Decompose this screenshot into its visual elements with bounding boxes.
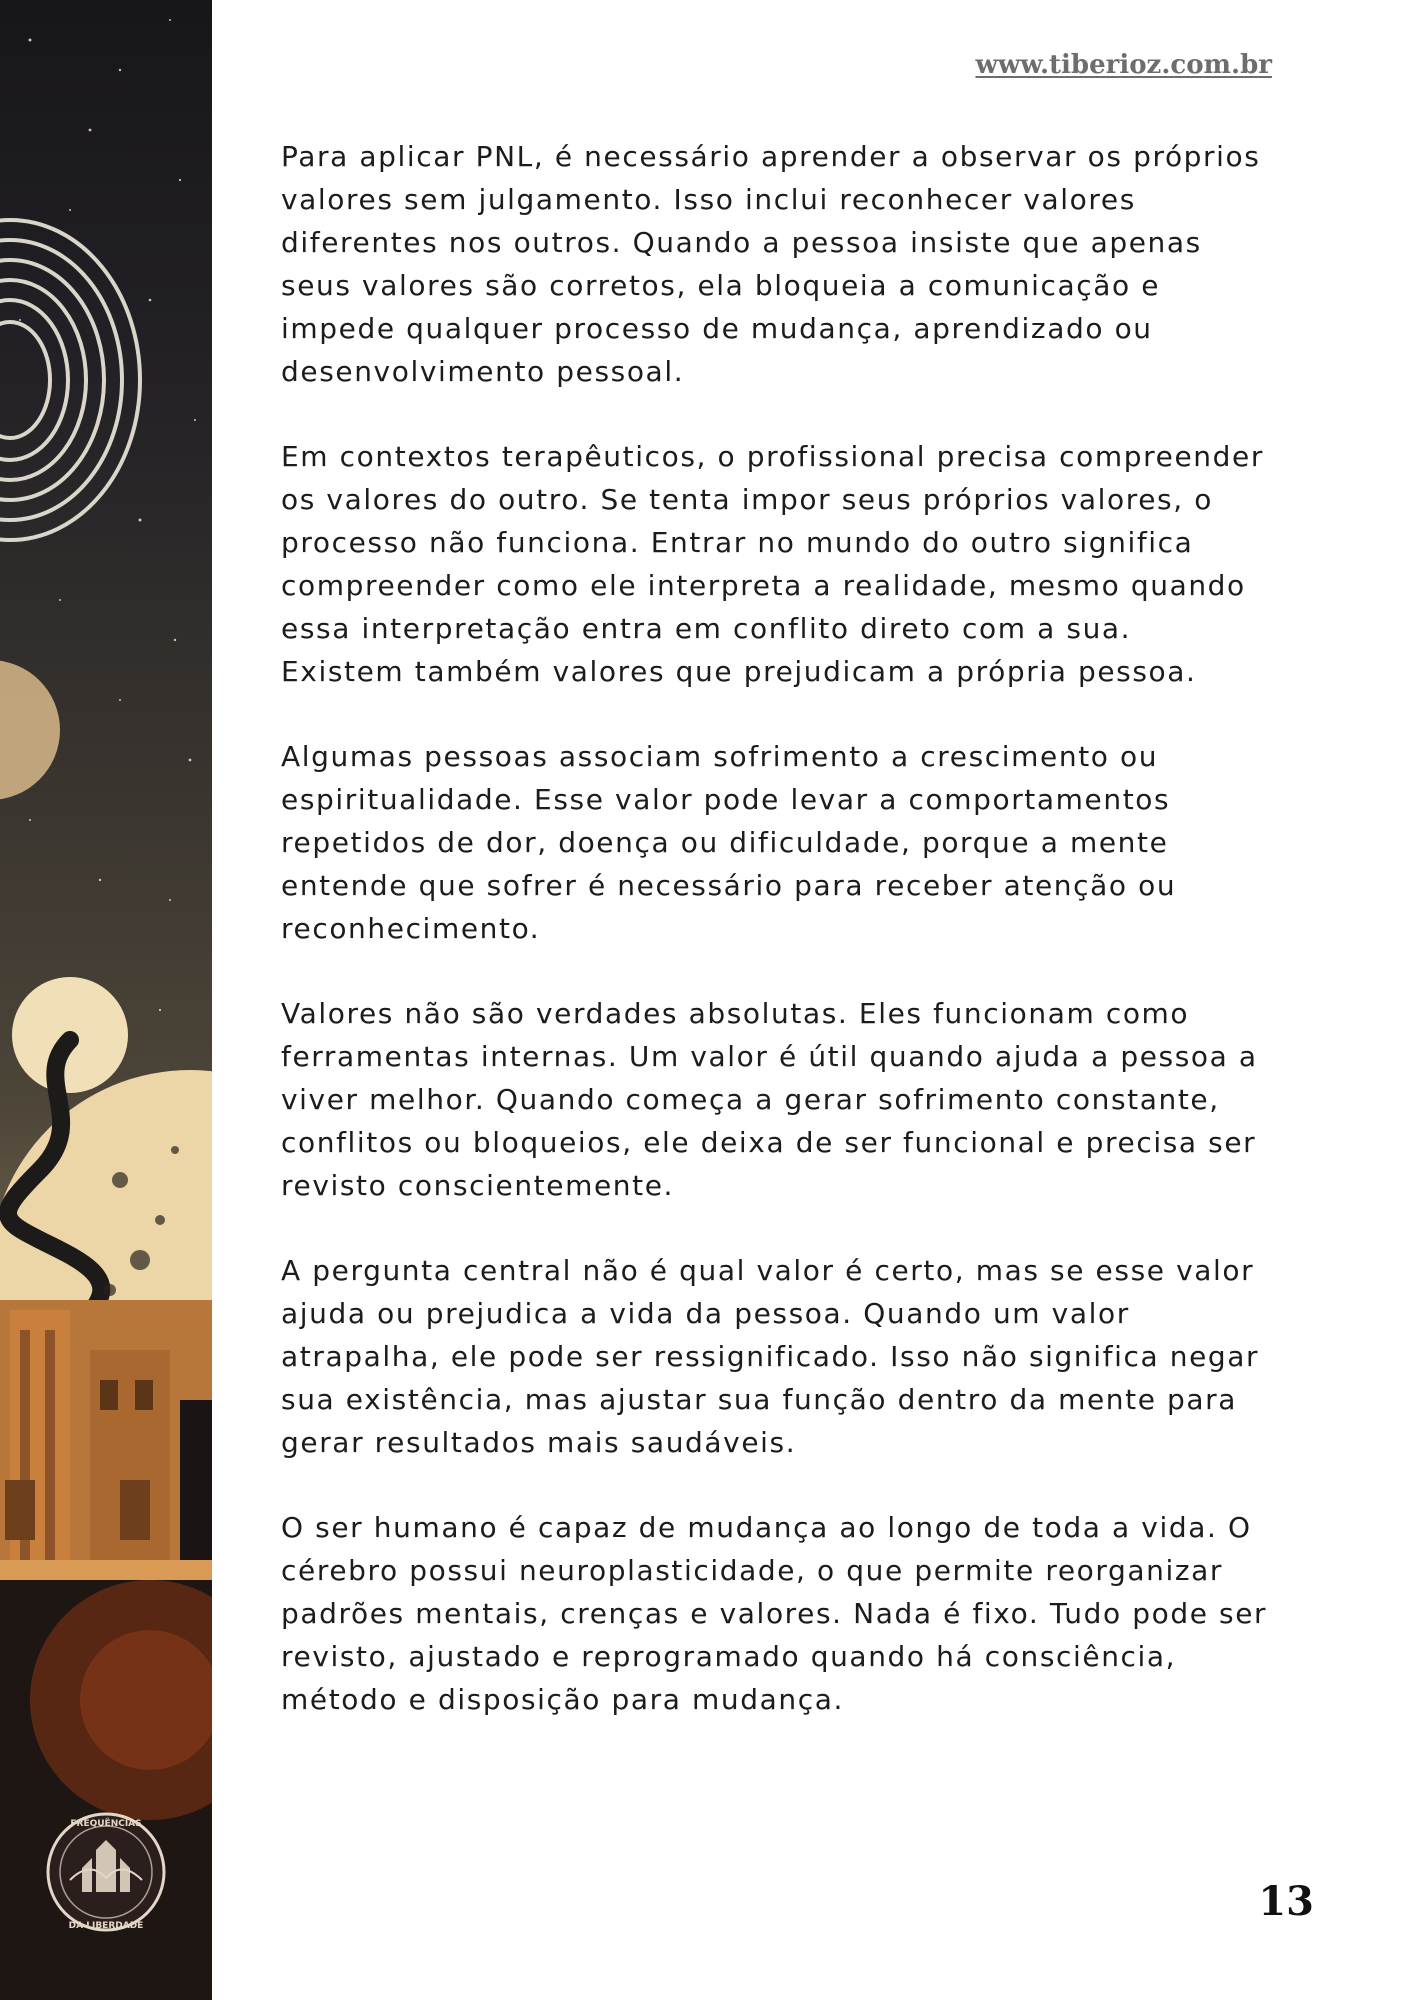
text-line: espiritualidade. Esse valor pode levar a comportamentos bbox=[281, 783, 1171, 816]
paragraph bbox=[281, 435, 1281, 693]
website-link[interactable]: www.tiberioz.com.br bbox=[975, 50, 1272, 80]
text-line: Para aplicar PNL, é necessário aprender a observar os próprios bbox=[281, 140, 1261, 173]
text-line: método e disposição para mudança. bbox=[281, 1683, 844, 1716]
text-line: revisto, ajustado e reprogramado quando há consciência, bbox=[281, 1640, 1177, 1673]
text-line: os valores do outro. Se tenta impor seus próprios valores, o bbox=[281, 483, 1213, 516]
text-line: conflitos ou bloqueios, ele deixa de ser funcional e precisa ser bbox=[281, 1126, 1257, 1159]
text-line: ferramentas internas. Um valor é útil quando ajuda a pessoa a bbox=[281, 1040, 1258, 1073]
body-text bbox=[281, 135, 1281, 1763]
text-line: padrões mentais, crenças e valores. Nada é fixo. Tudo pode ser bbox=[281, 1597, 1268, 1630]
text-line: ajuda ou prejudica a vida da pessoa. Quando um valor bbox=[281, 1297, 1130, 1330]
text-line: diferentes nos outros. Quando a pessoa insiste que apenas bbox=[281, 226, 1202, 259]
text-line: viver melhor. Quando começa a gerar sofrimento constante, bbox=[281, 1083, 1220, 1116]
decorative-side-illustration bbox=[0, 0, 212, 2000]
text-line: reconhecimento. bbox=[281, 912, 541, 945]
svg-text:DA LIBERDADE: DA LIBERDADE bbox=[68, 1921, 144, 1931]
text-line: impede qualquer processo de mudança, aprendizado ou bbox=[281, 312, 1153, 345]
paragraph bbox=[281, 992, 1281, 1207]
text-line: revisto conscientemente. bbox=[281, 1169, 675, 1202]
text-line: processo não funciona. Entrar no mundo do outro significa bbox=[281, 526, 1194, 559]
text-line: Valores não são verdades absolutas. Eles funcionam como bbox=[281, 997, 1190, 1030]
cosmic-city-illustration bbox=[0, 0, 212, 2000]
moon-small bbox=[0, 660, 60, 800]
paragraph bbox=[281, 735, 1281, 950]
paragraph bbox=[281, 1249, 1281, 1464]
svg-text:FREQUÊNCIAS: FREQUÊNCIAS bbox=[70, 1819, 142, 1829]
text-line: Algumas pessoas associam sofrimento a crescimento ou bbox=[281, 740, 1159, 773]
text-line: seus valores são corretos, ela bloqueia a comunicação e bbox=[281, 269, 1161, 302]
text-line: valores sem julgamento. Isso inclui reconhecer valores bbox=[281, 183, 1136, 216]
text-line: O ser humano é capaz de mudança ao longo de toda a vida. O bbox=[281, 1511, 1252, 1544]
text-line: A pergunta central não é qual valor é certo, mas se esse valor bbox=[281, 1254, 1255, 1287]
text-line: desenvolvimento pessoal. bbox=[281, 355, 685, 388]
paragraph bbox=[281, 1506, 1281, 1721]
text-line: sua existência, mas ajustar sua função dentro da mente para bbox=[281, 1383, 1238, 1416]
text-line: Existem também valores que prejudicam a própria pessoa. bbox=[281, 655, 1197, 688]
text-line: cérebro possui neuroplasticidade, o que permite reorganizar bbox=[281, 1554, 1224, 1587]
text-line: atrapalha, ele pode ser ressignificado. Isso não significa negar bbox=[281, 1340, 1260, 1373]
text-line: Em contextos terapêuticos, o profissional precisa compreender bbox=[281, 440, 1264, 473]
text-line: essa interpretação entra em conflito direto com a sua. bbox=[281, 612, 1132, 645]
page-number: 13 bbox=[1258, 1878, 1314, 1925]
frequencias-da-liberdade-logo bbox=[48, 1814, 164, 1931]
text-line: compreender como ele interpreta a realidade, mesmo quando bbox=[281, 569, 1246, 602]
swirl-rings bbox=[0, 220, 140, 540]
text-line: entende que sofrer é necessário para receber atenção ou bbox=[281, 869, 1177, 902]
text-line: gerar resultados mais saudáveis. bbox=[281, 1426, 797, 1459]
paragraph bbox=[281, 135, 1281, 393]
text-line: repetidos de dor, doença ou dificuldade, porque a mente bbox=[281, 826, 1169, 859]
ancient-city bbox=[0, 1300, 212, 1600]
